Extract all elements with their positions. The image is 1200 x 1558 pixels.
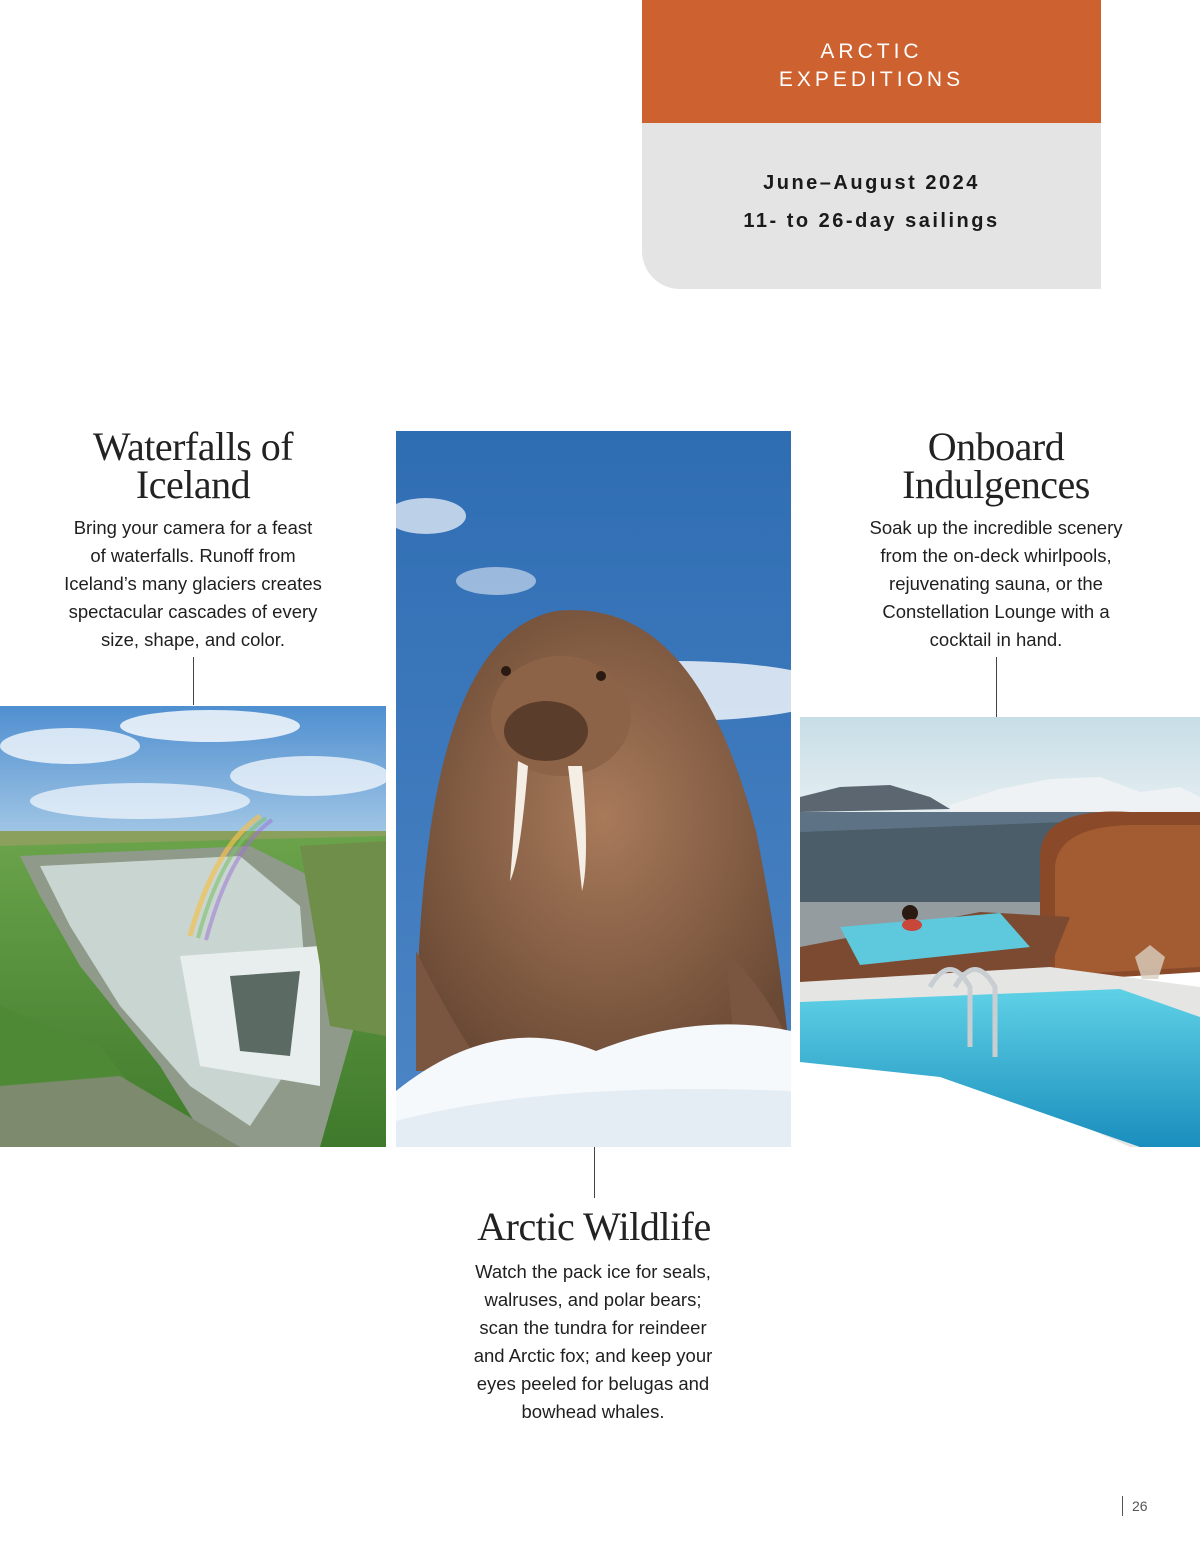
wildlife-connector-line bbox=[594, 1147, 595, 1198]
tag-title-line-1: ARCTIC bbox=[820, 39, 923, 63]
body-line: scan the tundra for reindeer bbox=[479, 1317, 707, 1338]
wildlife-body bbox=[428, 1258, 758, 1426]
tag-dates: June–August 2024 bbox=[763, 172, 980, 194]
waterfalls-heading-line-2: Iceland bbox=[135, 462, 251, 507]
body-line: eyes peeled for belugas and bbox=[476, 1373, 710, 1394]
ship-deck-photo bbox=[800, 717, 1200, 1147]
walrus-photo bbox=[396, 431, 791, 1147]
waterfalls-heading bbox=[40, 424, 346, 507]
expedition-tag-details bbox=[642, 123, 1101, 289]
body-line: cocktail in hand. bbox=[929, 629, 1063, 650]
tag-sailings: 11- to 26-day sailings bbox=[743, 210, 1000, 232]
body-line: from the on-deck whirlpools, bbox=[880, 545, 1112, 566]
expedition-tag-header bbox=[642, 0, 1101, 123]
waterfalls-body bbox=[28, 514, 358, 654]
body-line: of waterfalls. Runoff from bbox=[90, 545, 296, 566]
body-line: walruses, and polar bears; bbox=[484, 1289, 702, 1310]
body-line: Watch the pack ice for seals, bbox=[475, 1261, 711, 1282]
indulgences-heading-line-1: Onboard bbox=[927, 424, 1065, 469]
page-number: 26 bbox=[1122, 1496, 1148, 1516]
tag-title-line-2: EXPEDITIONS bbox=[778, 67, 965, 91]
body-line: bowhead whales. bbox=[521, 1401, 665, 1422]
body-line: Bring your camera for a feast bbox=[73, 517, 313, 538]
body-line: and Arctic fox; and keep your bbox=[473, 1345, 713, 1366]
wildlife-heading bbox=[434, 1204, 754, 1249]
waterfalls-heading-line-1: Waterfalls of bbox=[92, 424, 294, 469]
wildlife-heading-line-1: Arctic Wildlife bbox=[477, 1204, 711, 1249]
body-line: Iceland’s many glaciers creates bbox=[64, 573, 322, 594]
waterfall-photo bbox=[0, 706, 386, 1147]
body-line: rejuvenating sauna, or the bbox=[889, 573, 1103, 594]
body-line: Constellation Lounge with a bbox=[882, 601, 1110, 622]
indulgences-body bbox=[826, 514, 1166, 654]
indulgences-connector-line bbox=[996, 657, 997, 717]
body-line: size, shape, and color. bbox=[100, 629, 286, 650]
indulgences-heading-line-2: Indulgences bbox=[902, 462, 1090, 507]
body-line: Soak up the incredible scenery bbox=[869, 517, 1123, 538]
indulgences-heading bbox=[836, 424, 1156, 507]
waterfalls-connector-line bbox=[193, 657, 194, 705]
body-line: spectacular cascades of every bbox=[68, 601, 318, 622]
